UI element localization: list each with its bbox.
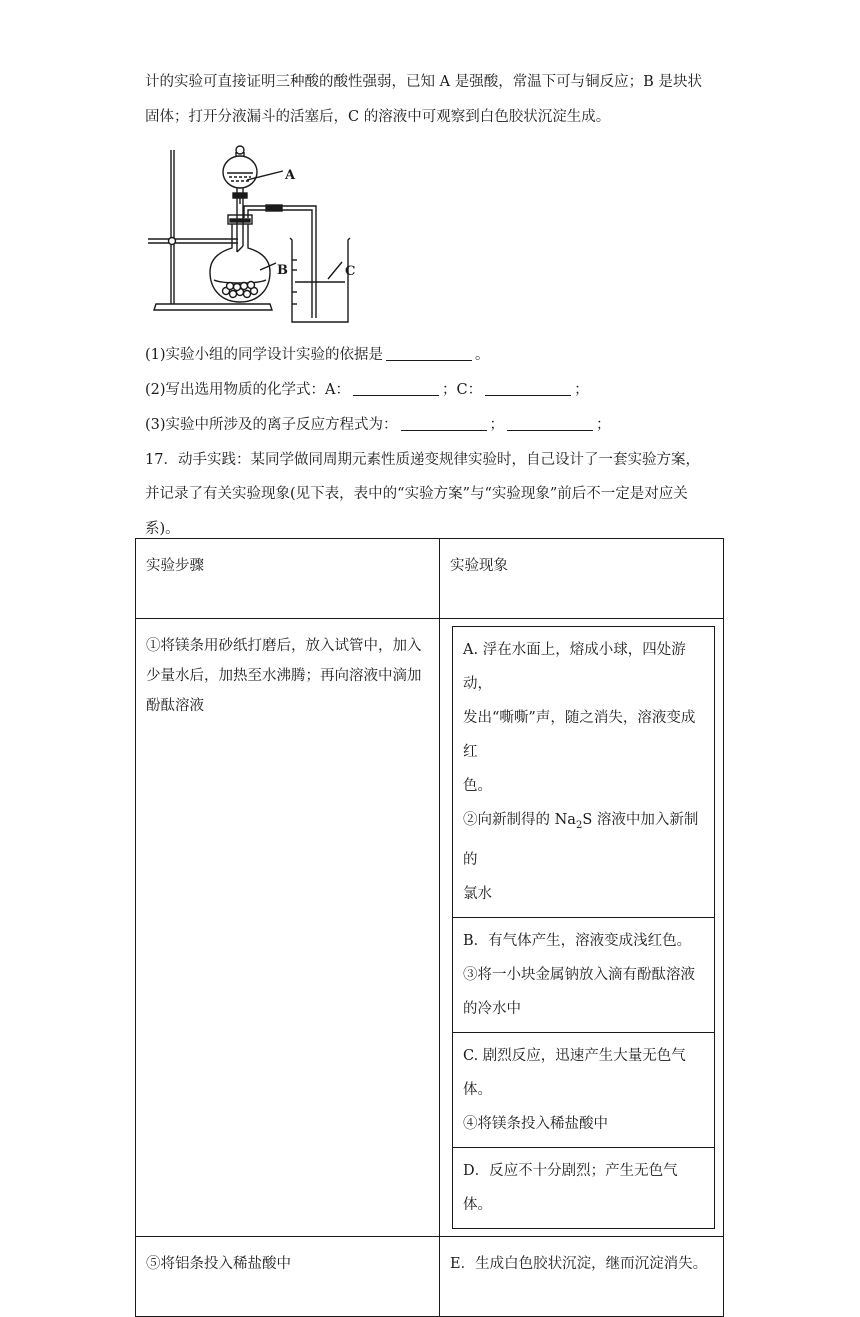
step-1-line: 酚酞溶液 [146, 698, 204, 714]
header-cell: 实验现象 [440, 539, 724, 619]
observation-e: E．生成白色胶状沉淀，继而沉淀消失。 [450, 1255, 708, 1272]
experiment-table [135, 538, 724, 1317]
step-5: ⑤将铝条投入稀盐酸中 [146, 1255, 291, 1272]
step-1-line: ①将镁条用砂纸打磨后，放入试管中，加入 [146, 638, 422, 654]
problem-17-line-3: 系)。 [145, 521, 180, 537]
step-1-line: 少量水后，加热至水沸腾；再向溶液中滴加 [146, 668, 422, 684]
step-3-line: 的冷水中 [463, 1000, 521, 1017]
table-row [136, 1236, 724, 1316]
label-b: B [277, 263, 288, 278]
intro-line-2: 固体；打开分液漏斗的活塞后，C 的溶液中可观察到白色胶状沉淀生成。 [145, 109, 611, 125]
question-2-end: ； [574, 382, 589, 398]
step-cell [136, 1236, 440, 1316]
question-3-end: ； [596, 417, 611, 433]
header-cell: 实验步骤 [136, 539, 440, 619]
question-2-text: (2)写出选用物质的化学式：A： [145, 382, 351, 398]
observation-c: C. 剧烈反应，迅速产生大量无色气体。 [463, 1047, 686, 1098]
problem-17-line-2: 并记录了有关实验现象(见下表，表中的“实验方案”与“实验现象”前后不一定是对应关 [145, 486, 688, 502]
step-3-line: ③将一小块金属钠放入滴有酚酞溶液 [463, 966, 695, 983]
answer-blank[interactable] [485, 381, 571, 396]
observation-b: B．有气体产生，溶液变成浅红色。 [463, 932, 692, 949]
intro-line-1: 计的实验可直接证明三种酸的酸性强弱，已知 A 是强酸，常温下可与铜反应；B 是块状 [145, 74, 702, 90]
question-1-text: (1)实验小组的同学设计实验的依据是 [145, 347, 384, 363]
observation-a-line: A. 浮在水面上，熔成小球，四处游动， [463, 642, 686, 692]
inner-box [453, 1033, 714, 1148]
question-2 [145, 378, 589, 399]
observation-cell [440, 1236, 724, 1316]
label-a: A [285, 168, 296, 183]
observation-d: D．反应不十分剧烈；产生无色气体。 [463, 1162, 678, 1213]
inner-table [452, 626, 715, 1229]
label-c: C [345, 264, 356, 279]
observation-a-line: 色。 [463, 778, 492, 794]
question-3 [145, 413, 611, 434]
question-1-end: 。 [475, 347, 490, 363]
observation-cell [440, 619, 724, 1237]
answer-blank[interactable] [386, 346, 472, 361]
question-3-mid: ； [489, 417, 505, 433]
inner-box [453, 918, 714, 1033]
apparatus-figure [140, 142, 370, 327]
answer-blank[interactable] [507, 416, 593, 431]
observation-a-line: 发出“嘶嘶”声，随之消失，溶液变成红 [463, 710, 696, 760]
table-row [136, 619, 724, 1237]
answer-blank[interactable] [401, 416, 487, 431]
step-2-line: ②向新制得的 $Na_2S$ 溶液中加入新制的 [463, 812, 699, 868]
question-1 [145, 343, 490, 364]
inner-box [453, 627, 714, 918]
step-4: ④将镁条投入稀盐酸中 [463, 1115, 608, 1132]
question-3-text: (3)实验中所涉及的离子反应方程式为： [145, 417, 398, 433]
question-2-mid: ；C： [442, 382, 483, 398]
step-cell [136, 619, 440, 1237]
table-header-row [136, 539, 724, 619]
answer-blank[interactable] [353, 381, 439, 396]
problem-17-line-1: 17．动手实践：某同学做同周期元素性质递变规律实验时，自己设计了一套实验方案， [145, 452, 700, 468]
step-2-line: 氯水 [463, 885, 492, 902]
